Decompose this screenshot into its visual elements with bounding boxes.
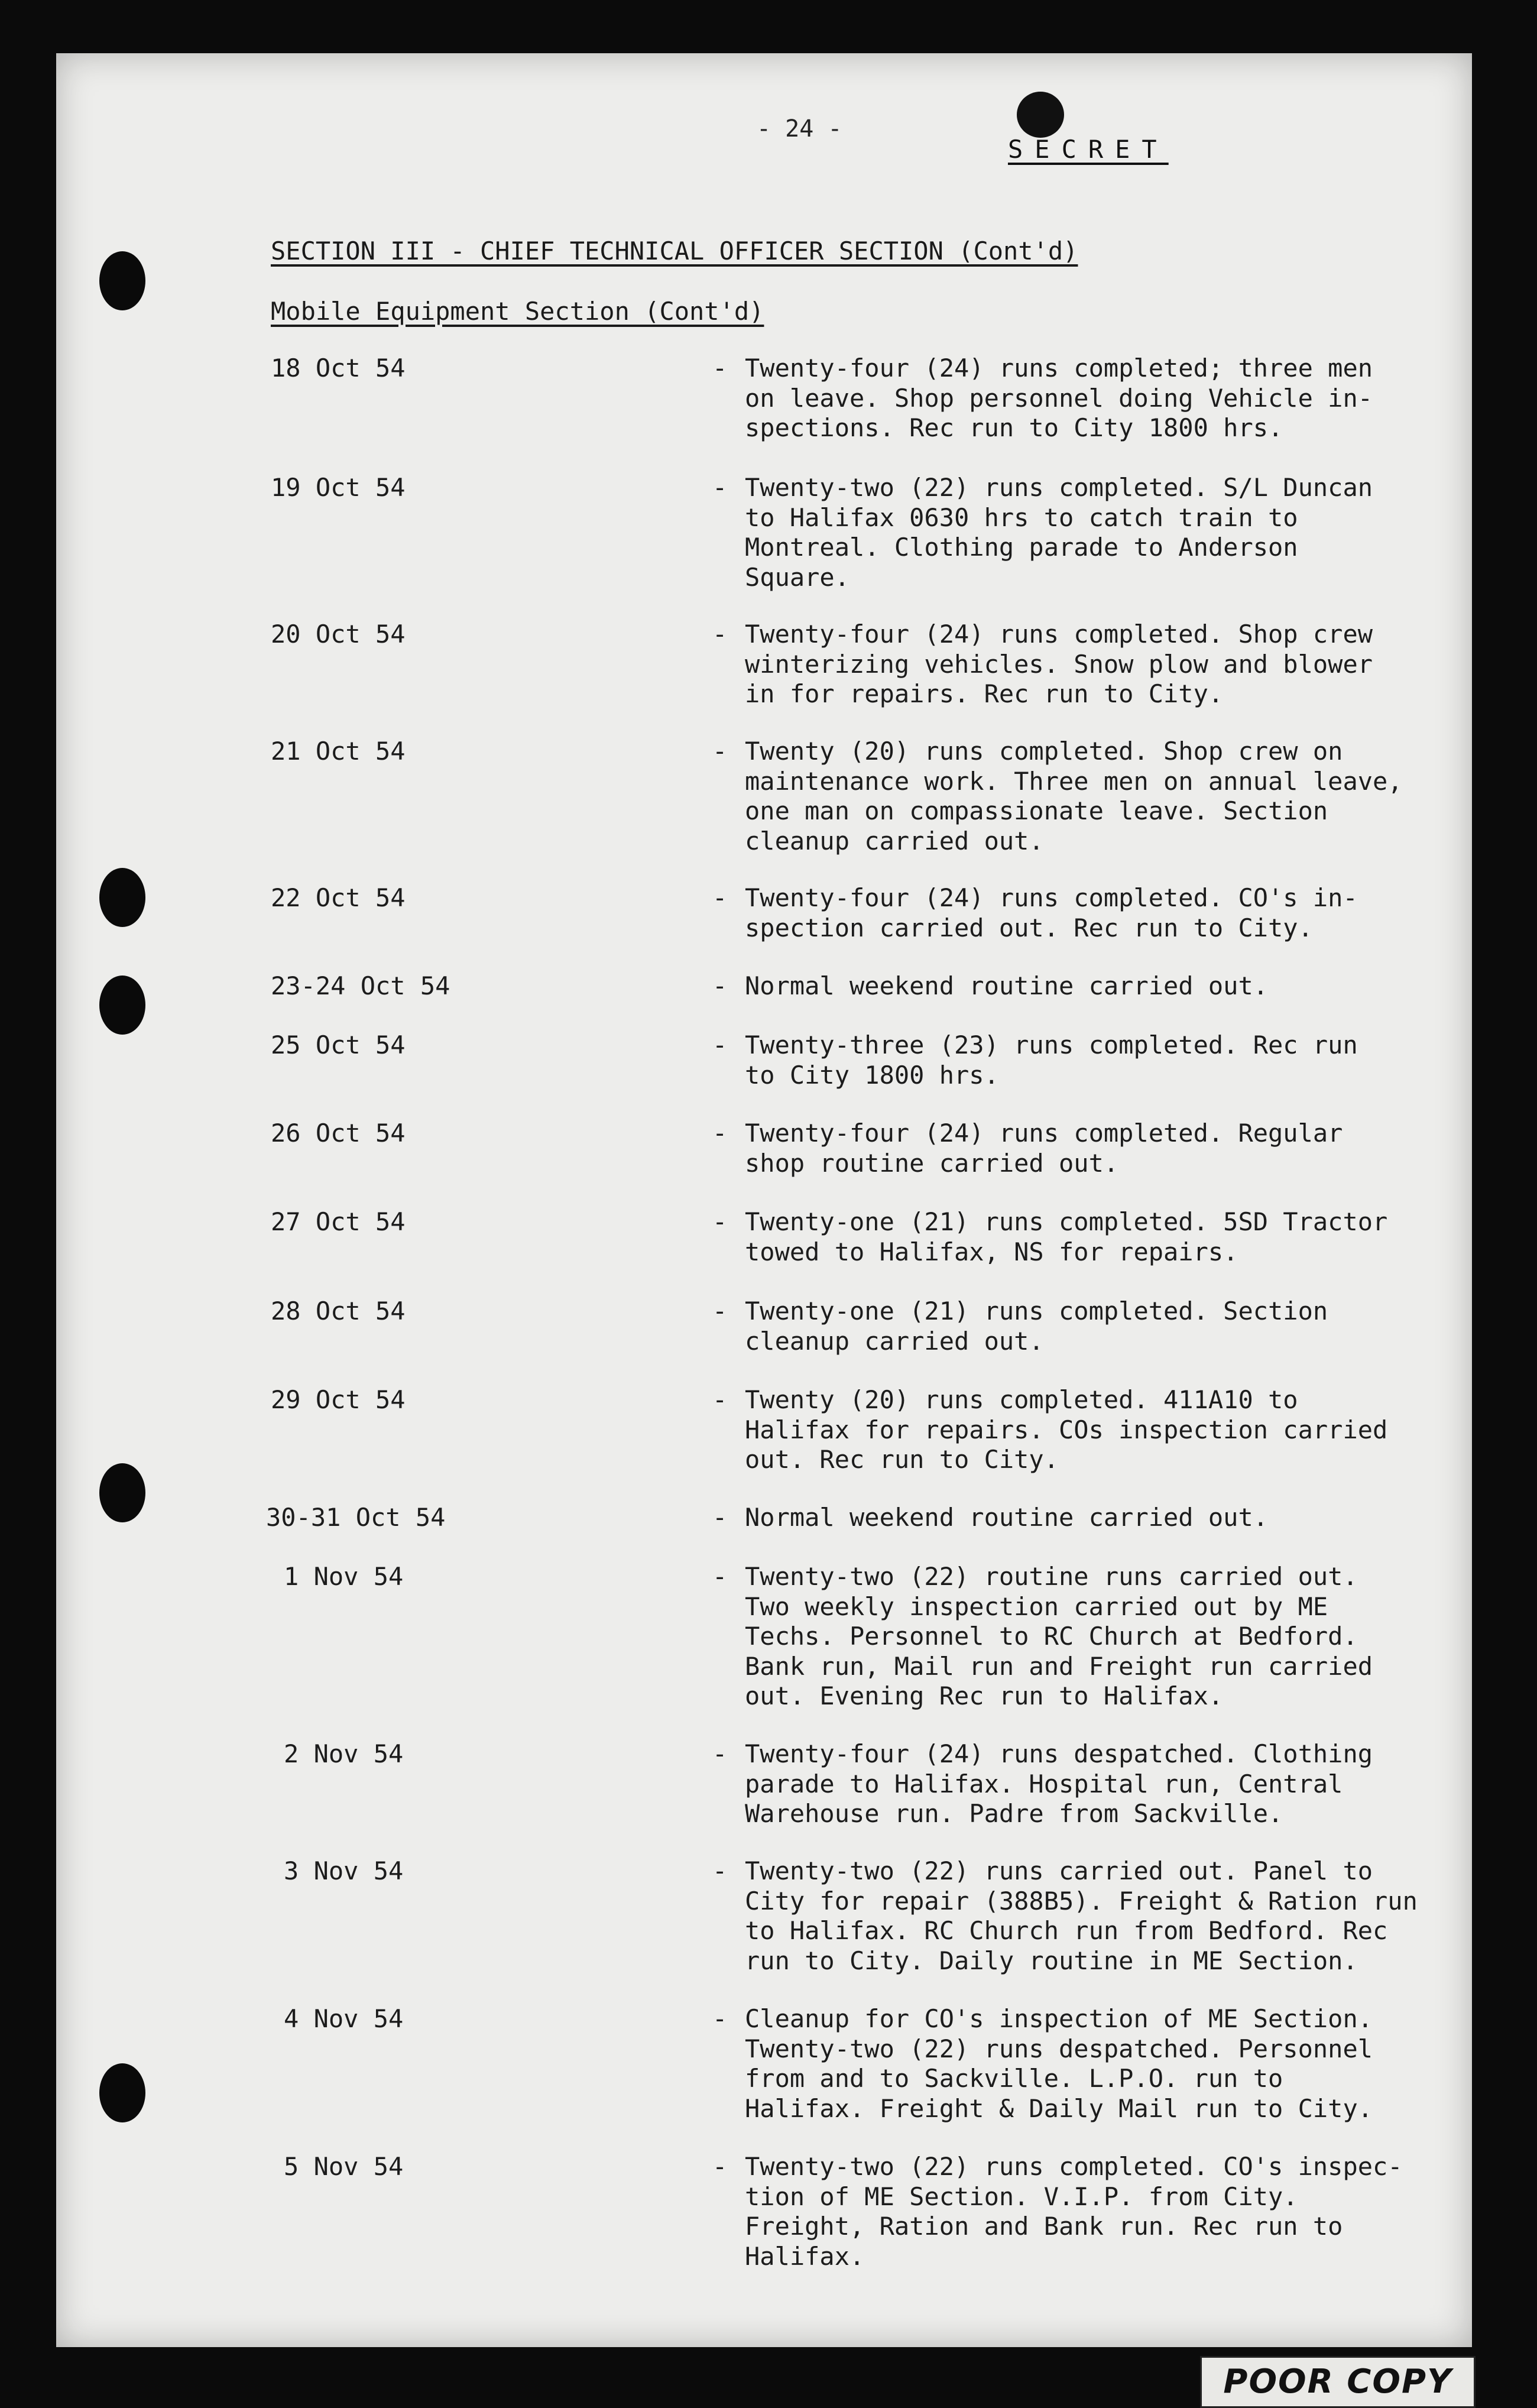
entry-date: 21 Oct 54 [271, 737, 406, 766]
entry-text: Twenty-four (24) runs completed. Regular shop routine carried out. [745, 1119, 1343, 1178]
binder-hole [99, 975, 145, 1035]
entry-dash: - [712, 1856, 728, 1885]
binder-hole [99, 2063, 145, 2122]
section-title: SECTION III - CHIEF TECHNICAL OFFICER SECTION (Cont'd) [271, 236, 1078, 265]
entry-text: Twenty-two (22) runs completed. CO's inspec- tion of ME Section. V.I.P. from City. Freight, Ration and Bank run. Rec run to Halifax. [745, 2152, 1403, 2271]
ink-blot [1017, 92, 1064, 138]
entry-text: Twenty-three (23) runs completed. Rec run to City 1800 hrs. [745, 1030, 1358, 1090]
entry-date: 25 Oct 54 [271, 1030, 406, 1059]
entry-date: 18 Oct 54 [271, 354, 406, 383]
entry-date: 27 Oct 54 [271, 1207, 406, 1236]
entry-text: Twenty-one (21) runs completed. 5SD Tractor towed to Halifax, NS for repairs. [745, 1207, 1388, 1266]
entry-text: Normal weekend routine carried out. [745, 971, 1269, 1000]
binder-hole [99, 1463, 145, 1522]
entry-text: Twenty (20) runs completed. 411A10 to Halifax for repairs. COs inspection carried out. Rec run to City. [745, 1385, 1388, 1474]
entry-date: 2 Nov 54 [284, 1739, 404, 1768]
entry-text: Twenty-two (22) runs completed. S/L Duncan to Halifax 0630 hrs to catch train to Montreal. Clothing parade to Anderson Square. [745, 473, 1373, 592]
entry-dash: - [712, 1119, 728, 1148]
entry-dash: - [712, 620, 728, 649]
entry-dash: - [712, 354, 728, 383]
entry-date: 4 Nov 54 [284, 2004, 404, 2033]
entry-date: 3 Nov 54 [284, 1856, 404, 1885]
entry-text: Twenty-four (24) runs completed. Shop crew winterizing vehicles. Snow plow and blower in for repairs. Rec run to City. [745, 620, 1373, 708]
entry-dash: - [712, 971, 728, 1000]
entry-dash: - [712, 1739, 728, 1768]
binder-hole [99, 868, 145, 927]
entry-date: 29 Oct 54 [271, 1385, 406, 1414]
entry-text: Twenty-one (21) runs completed. Section cleanup carried out. [745, 1297, 1328, 1356]
entry-date: 1 Nov 54 [284, 1562, 404, 1591]
entry-dash: - [712, 737, 728, 766]
entry-dash: - [712, 1030, 728, 1059]
entry-dash: - [712, 1503, 728, 1532]
entry-date: 30-31 Oct 54 [266, 1503, 446, 1532]
entry-date: 28 Oct 54 [271, 1297, 406, 1325]
entry-dash: - [712, 1207, 728, 1236]
subsection-title: Mobile Equipment Section (Cont'd) [271, 297, 764, 326]
entry-dash: - [712, 883, 728, 912]
entry-dash: - [712, 2152, 728, 2181]
entry-text: Twenty-four (24) runs completed; three men on leave. Shop personnel doing Vehicle in- spections. Rec run to City 1800 hrs. [745, 354, 1373, 442]
entry-date: 23-24 Oct 54 [271, 971, 450, 1000]
entry-text: Twenty-four (24) runs despatched. Clothing parade to Halifax. Hospital run, Central Warehouse run. Padre from Sackville. [745, 1739, 1373, 1828]
poor-copy-stamp: POOR COPY [1200, 2356, 1476, 2408]
entry-dash: - [712, 1297, 728, 1325]
entry-dash: - [712, 2004, 728, 2033]
entry-text: Twenty-two (22) routine runs carried out. Two weekly inspection carried out by ME Techs. Personnel to RC Church at Bedford. Bank run, Mail run and Freight run carried out. Evening Rec run to Halifax. [745, 1562, 1373, 1710]
classification-marking: SECRET [1008, 135, 1169, 164]
page-number: - 24 - [757, 115, 842, 142]
entry-dash: - [712, 473, 728, 502]
entry-dash: - [712, 1562, 728, 1591]
entry-text: Twenty-two (22) runs carried out. Panel to City for repair (388B5). Freight & Ration run to Halifax. RC Church run from Bedford. Rec run to City. Daily routine in ME Section. [745, 1856, 1418, 1975]
entry-text: Twenty (20) runs completed. Shop crew on maintenance work. Three men on annual leave, one man on compassionate leave. Section cleanup carried out. [745, 737, 1403, 855]
entry-dash: - [712, 1385, 728, 1414]
entry-date: 5 Nov 54 [284, 2152, 404, 2181]
binder-hole [99, 251, 145, 310]
entry-text: Normal weekend routine carried out. [745, 1503, 1269, 1532]
entry-text: Twenty-four (24) runs completed. CO's in- spection carried out. Rec run to City. [745, 883, 1358, 942]
entry-date: 22 Oct 54 [271, 883, 406, 912]
entry-date: 20 Oct 54 [271, 620, 406, 649]
entry-text: Cleanup for CO's inspection of ME Section. Twenty-two (22) runs despatched. Personnel from and to Sackville. L.P.O. run to Halifax. Freight & Daily Mail run to City. [745, 2004, 1373, 2123]
entry-date: 26 Oct 54 [271, 1119, 406, 1148]
entry-date: 19 Oct 54 [271, 473, 406, 502]
